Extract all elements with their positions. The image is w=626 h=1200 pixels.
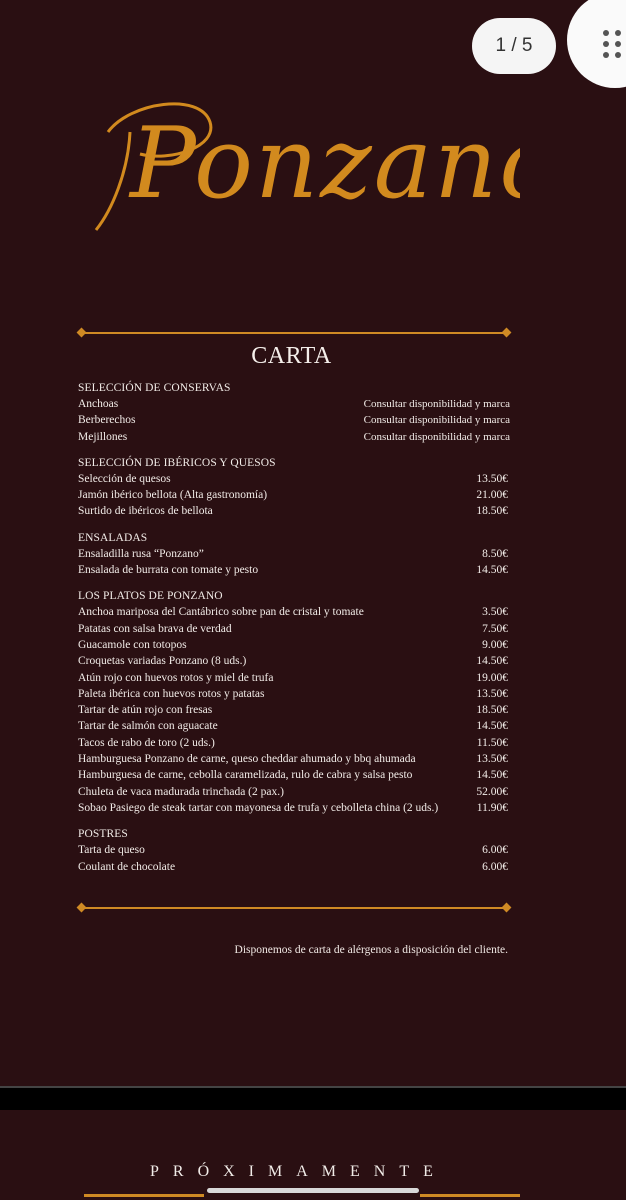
section-title: LOS PLATOS DE PONZANO <box>78 590 223 603</box>
dish-name: Tacos de rabo de toro (2 uds.) <box>78 736 215 749</box>
dish-name: Anchoa mariposa del Cantábrico sobre pan de cristal y tomate <box>78 606 364 619</box>
ornament-divider <box>84 1194 204 1197</box>
list-item <box>78 562 510 578</box>
dish-name: Chuleta de vaca madurada trinchada (2 pax.) <box>78 785 284 798</box>
list-item <box>78 859 510 875</box>
page-separator <box>0 1086 626 1088</box>
dish-price: 6.00€ <box>482 844 508 857</box>
dish-price: 14.50€ <box>476 720 508 733</box>
dish-price: 18.50€ <box>476 505 508 518</box>
dish-price: 8.50€ <box>482 547 508 560</box>
dish-price: 13.50€ <box>476 472 508 485</box>
dish-name: Ensaladilla rusa “Ponzano” <box>78 547 204 560</box>
list-item <box>78 546 510 562</box>
section-title: ENSALADAS <box>78 531 148 544</box>
dish-name: Atún rojo con huevos rotos y miel de trufa <box>78 671 274 684</box>
dish-price: 18.50€ <box>476 704 508 717</box>
dish-price: 9.00€ <box>482 638 508 651</box>
list-item <box>78 751 510 767</box>
dish-price: Consultar disponibilidad y marca <box>363 398 510 410</box>
dish-price: 21.00€ <box>476 489 508 502</box>
carta-menu <box>78 380 510 885</box>
list-item <box>78 767 510 783</box>
list-item <box>78 604 510 620</box>
dish-price: 11.90€ <box>476 801 508 814</box>
section-title: SELECCIÓN DE IBÉRICOS Y QUESOS <box>78 456 276 469</box>
section-title: POSTRES <box>78 828 128 841</box>
dish-price: 13.50€ <box>476 753 508 766</box>
dish-price: 14.50€ <box>476 564 508 577</box>
dish-name: Hamburguesa de carne, cebolla caramelizada, rulo de cabra y salsa pesto <box>78 769 413 782</box>
allergens-note: Disponemos de carta de alérgenos a disposición del cliente. <box>234 944 508 956</box>
dish-name: Surtido de ibéricos de bellota <box>78 505 213 518</box>
carta-title: CARTA <box>251 343 332 369</box>
dish-price: 14.50€ <box>476 655 508 668</box>
list-item <box>78 842 510 858</box>
list-item <box>78 702 510 718</box>
section-ibericos <box>78 455 510 520</box>
dish-price: 52.00€ <box>476 785 508 798</box>
list-item <box>78 718 510 734</box>
menu-page-2 <box>0 1110 626 1200</box>
dish-name: Sobao Pasiego de steak tartar con mayonesa de trufa y cebolleta china (2 uds.) <box>78 801 439 814</box>
dish-price: 14.50€ <box>476 769 508 782</box>
dish-price: 6.00€ <box>482 860 508 873</box>
dish-price: Consultar disponibilidad y marca <box>363 430 510 443</box>
dish-name: Jamón ibérico bellota (Alta gastronomía) <box>78 489 268 502</box>
dish-name: Tarta de queso <box>78 844 145 857</box>
list-item <box>78 800 510 816</box>
list-item <box>78 735 510 751</box>
section-postres <box>78 826 510 875</box>
dish-name: Guacamole con totopos <box>78 638 187 651</box>
list-item <box>78 471 510 487</box>
list-item <box>78 686 510 702</box>
list-item <box>78 653 510 669</box>
dish-name: Tartar de salmón con aguacate <box>78 720 218 733</box>
list-item <box>78 487 510 503</box>
dish-name: Berberechos <box>78 414 136 427</box>
section-conservas <box>78 380 510 445</box>
list-item <box>78 784 510 800</box>
list-item <box>78 429 510 445</box>
home-indicator[interactable] <box>207 1188 419 1193</box>
ornament-divider <box>420 1194 520 1197</box>
list-item <box>78 503 510 519</box>
dish-price: 11.50€ <box>476 736 508 749</box>
dish-name: Mejillones <box>78 430 128 443</box>
list-item <box>78 637 510 653</box>
list-item <box>78 670 510 686</box>
section-platos <box>78 588 510 816</box>
dish-name: Tartar de atún rojo con fresas <box>78 704 213 717</box>
dish-price: 7.50€ <box>482 622 508 635</box>
dish-name: Paleta ibérica con huevos rotos y patatas <box>78 687 265 700</box>
dish-price: 13.50€ <box>476 687 508 700</box>
ornament-divider <box>78 328 510 338</box>
dish-name: Hamburguesa Ponzano de carne, queso cheddar ahumado y bbq ahumada <box>78 753 416 766</box>
dish-name: Patatas con salsa brava de verdad <box>78 622 232 635</box>
list-item <box>78 396 510 412</box>
page-indicator[interactable]: 1 / 5 <box>472 18 556 74</box>
ornament-divider <box>78 903 510 913</box>
section-title: SELECCIÓN DE CONSERVAS <box>78 382 231 394</box>
dish-price: 3.50€ <box>482 606 508 619</box>
section-ensaladas <box>78 530 510 579</box>
proximamente-heading: PRÓXIMAMENTE <box>150 1163 447 1180</box>
ponzano-logo <box>90 92 520 242</box>
dish-name: Selección de quesos <box>78 472 171 485</box>
list-item <box>78 412 510 428</box>
dish-price: Consultar disponibilidad y marca <box>363 414 510 427</box>
grip-dots-icon <box>603 30 623 58</box>
dish-name: Coulant de chocolate <box>78 860 176 873</box>
dish-name: Ensalada de burrata con tomate y pesto <box>78 564 259 577</box>
logo-text: Ponzano <box>130 107 520 221</box>
dish-name: Anchoas <box>78 398 119 410</box>
dish-name: Croquetas variadas Ponzano (8 uds.) <box>78 655 247 668</box>
list-item <box>78 621 510 637</box>
dish-price: 19.00€ <box>476 671 508 684</box>
